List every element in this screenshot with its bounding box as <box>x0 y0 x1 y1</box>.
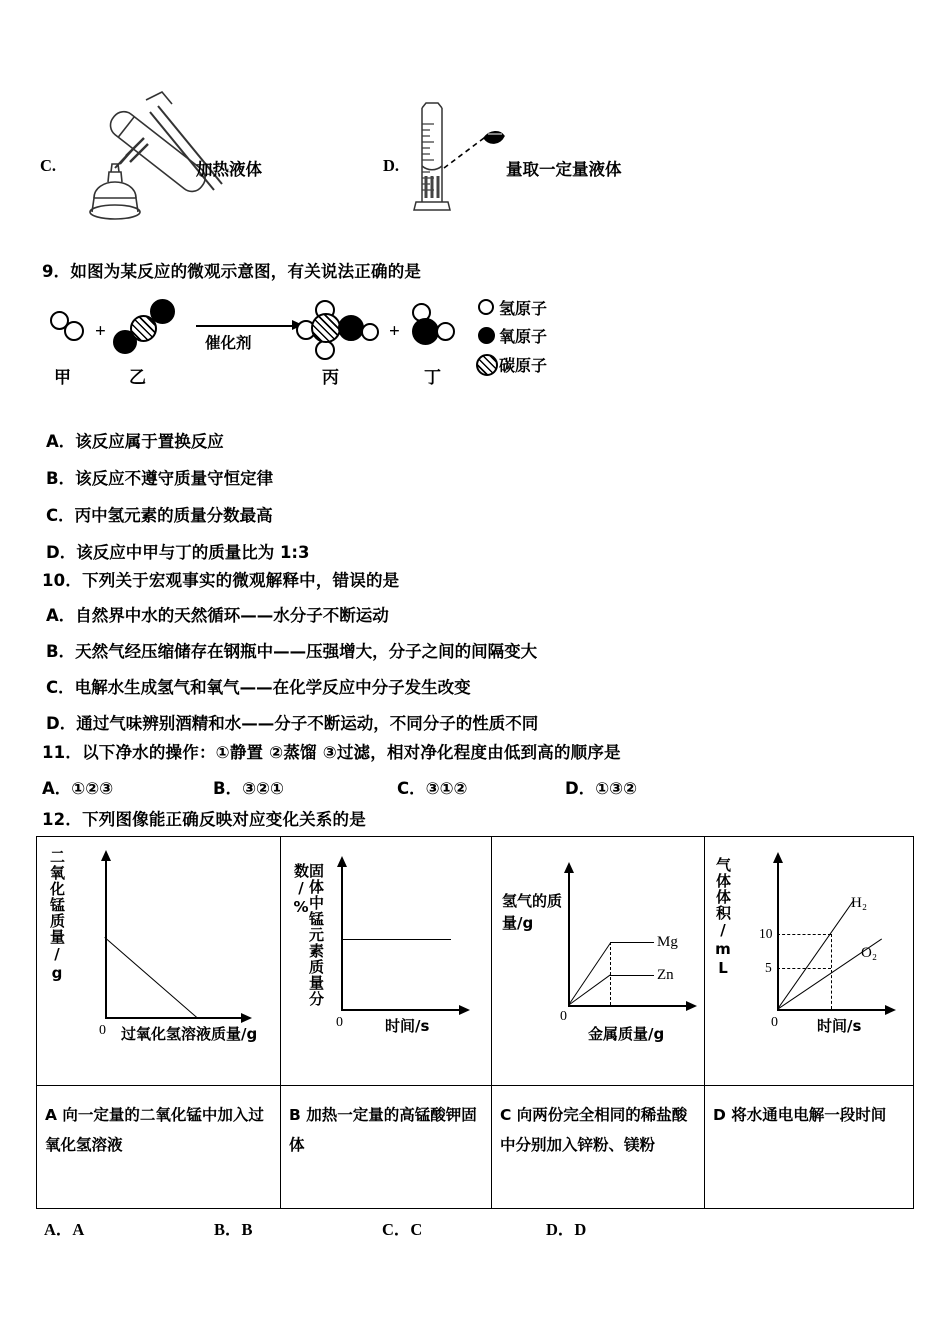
product1-name: 丙 <box>322 368 339 388</box>
graph-d-h2-line <box>777 901 854 1010</box>
question10-number: 10． <box>42 571 83 590</box>
graph-d-legend-o2: O₂ <box>861 945 878 961</box>
graph-a-x-axis <box>105 1017 243 1019</box>
hydrogen-atom <box>436 322 455 341</box>
graph-description-b: B 加热一定量的高锰酸钾固体 <box>281 1086 492 1208</box>
graph-c-origin-label: 0 <box>560 1009 567 1024</box>
hydrogen-atom <box>315 340 335 360</box>
graph-a-ylabel: 二氧化锰质量/g <box>48 849 66 983</box>
graph-c-y-axis <box>568 873 570 1005</box>
legend-label-oxygen: 氧原子 <box>499 327 548 346</box>
question11-text: 以下净水的操作：①静置 ②蒸馏 ③过滤，相对净化程度由低到高的顺序是 <box>82 743 621 762</box>
question11-stem <box>42 739 621 763</box>
graph-b-origin-label: 0 <box>336 1015 343 1030</box>
graph-c-dashed-guide <box>610 942 611 1005</box>
question12-graph-table <box>36 836 914 1209</box>
plus-sign-1: + <box>95 321 106 342</box>
oxygen-atom <box>412 318 439 345</box>
graph-panel-a <box>37 837 281 1085</box>
question9-option-a: A．该反应属于置换反应 <box>46 432 224 451</box>
legend-label-carbon: 碳原子 <box>499 356 548 375</box>
graph-d-ytick-10: 10 <box>759 926 773 941</box>
graph-d-x-arrow <box>885 1005 896 1015</box>
graph-d-legend-h2: H₂ <box>851 895 868 911</box>
question9-option-c: C．丙中氢元素的质量分数最高 <box>46 506 273 525</box>
question12-number: 12． <box>42 810 83 829</box>
graph-d-origin-label: 0 <box>771 1015 778 1030</box>
question9-reaction-diagram <box>0 285 950 395</box>
graph-c-mg-rise <box>568 942 611 1006</box>
graph-a-y-arrow <box>101 850 111 861</box>
reaction-arrow-line <box>196 325 294 327</box>
graph-row <box>37 837 913 1085</box>
oxygen-atom <box>338 315 364 341</box>
graph-c-xlabel: 金属质量/g <box>588 1025 665 1043</box>
graph-a-x-arrow <box>241 1013 252 1023</box>
graph-c-legend-mg: Mg <box>657 934 678 950</box>
question10-option-d: D．通过气味辨别酒精和水——分子不断运动，不同分子的性质不同 <box>46 714 539 733</box>
question9-option-b: B．该反应不遵守质量守恒定律 <box>46 469 274 488</box>
question12-stem <box>42 806 366 830</box>
question10-stem <box>42 567 399 591</box>
question12-answer-c: C．C <box>382 1220 423 1239</box>
option-c-letter: C. <box>40 156 57 175</box>
question11-option-a: A．①②③ <box>42 779 114 798</box>
question12-answer-row <box>0 1216 950 1246</box>
arrow-label-catalyst: 催化剂 <box>205 334 252 352</box>
graph-panel-b <box>281 837 492 1085</box>
carbon-atom <box>311 313 341 343</box>
graph-b-xlabel: 时间/s <box>385 1017 430 1035</box>
graph-c-x-arrow <box>686 1001 697 1011</box>
question9-option-d: D．该反应中甲与丁的质量比为 1:3 <box>46 543 310 562</box>
graph-d-dashed-5 <box>777 968 831 969</box>
graph-b-x-axis <box>341 1009 461 1011</box>
product2-name: 丁 <box>424 368 441 388</box>
oxygen-atom <box>150 299 175 324</box>
question12-text: 下列图像能正确反映对应变化关系的是 <box>82 810 366 829</box>
graph-c-mg-plateau <box>610 942 654 943</box>
graph-d-ytick-5: 5 <box>765 960 772 975</box>
graph-d-y-arrow <box>773 852 783 863</box>
question9-text: 如图为某反应的微观示意图，有关说法正确的是 <box>70 262 422 281</box>
graph-a-origin-label: 0 <box>99 1023 106 1038</box>
question10-option-c: C．电解水生成氢气和氧气——在化学反应中分子发生改变 <box>46 678 471 697</box>
graph-b-y-axis <box>341 867 343 1009</box>
graph-c-legend-zn: Zn <box>657 967 674 983</box>
graph-description-a: A 向一定量的二氧化锰中加入过氧化氢溶液 <box>37 1086 281 1208</box>
question11-option-b: B．③②① <box>213 779 284 798</box>
question12-answer-a: A．A <box>44 1220 85 1239</box>
graph-d-dashed-time <box>831 934 832 1009</box>
reactant1-name: 甲 <box>54 368 71 388</box>
graph-d-ylabel: 气体体积/mL <box>714 857 732 978</box>
option-c-caption: 加热液体 <box>196 160 262 179</box>
graph-a-series-line <box>104 937 197 1018</box>
question11-option-d: D．①③② <box>565 779 638 798</box>
option-d-caption: 量取一定量液体 <box>506 160 622 179</box>
question9-stem <box>42 258 421 282</box>
legend-label-hydrogen: 氢原子 <box>499 299 548 318</box>
legend-oxygen-atom-icon <box>478 327 495 344</box>
hydrogen-atom <box>361 323 379 341</box>
graph-b-x-arrow <box>459 1005 470 1015</box>
graph-c-x-axis <box>568 1005 688 1007</box>
question12-answer-d: D．D <box>546 1220 587 1239</box>
reactant2-name: 乙 <box>129 368 146 388</box>
graph-panel-c <box>492 837 705 1085</box>
graph-d-xlabel: 时间/s <box>817 1017 862 1035</box>
graph-c-zn-plateau <box>610 975 654 976</box>
graph-c-ylabel: 氢气的质量/g <box>502 892 563 932</box>
question10-option-b: B．天然气经压缩储存在钢瓶中——压强增大，分子之间的间隔变大 <box>46 642 538 661</box>
graph-c-zn-rise <box>568 974 611 1005</box>
graph-a-xlabel: 过氧化氢溶液质量/g <box>121 1025 258 1043</box>
graph-b-series-line <box>341 939 451 940</box>
hydrogen-atom <box>64 321 84 341</box>
graph-description-row <box>37 1085 913 1208</box>
graph-d-x-axis <box>777 1009 887 1011</box>
question11-number: 11． <box>42 743 83 762</box>
legend-hydrogen-atom-icon <box>478 299 494 315</box>
graph-d-y-axis <box>777 863 779 1009</box>
question8-options-row <box>0 88 950 228</box>
legend-carbon-atom-icon <box>476 354 498 376</box>
plus-sign-2: + <box>389 321 400 342</box>
graph-b-ylabel: 固体中锰元素质量分数/% <box>292 863 325 1007</box>
graph-description-d: D 将水通电电解一段时间 <box>713 1106 887 1124</box>
graph-description-c: C 向两份完全相同的稀盐酸中分别加入锌粉、镁粉 <box>492 1086 705 1208</box>
option-d-letter: D. <box>383 156 400 175</box>
question9-number: 9． <box>42 262 71 281</box>
question10-text: 下列关于宏观事实的微观解释中，错误的是 <box>82 571 400 590</box>
graph-panel-d <box>705 837 912 1085</box>
question11-option-c: C．③①② <box>397 779 468 798</box>
question12-answer-b: B．B <box>214 1220 253 1239</box>
question10-option-a: A．自然界中水的天然循环——水分子不断运动 <box>46 606 389 625</box>
graph-b-y-arrow <box>337 856 347 867</box>
graph-d-dashed-10 <box>777 934 831 935</box>
graph-c-y-arrow <box>564 862 574 873</box>
